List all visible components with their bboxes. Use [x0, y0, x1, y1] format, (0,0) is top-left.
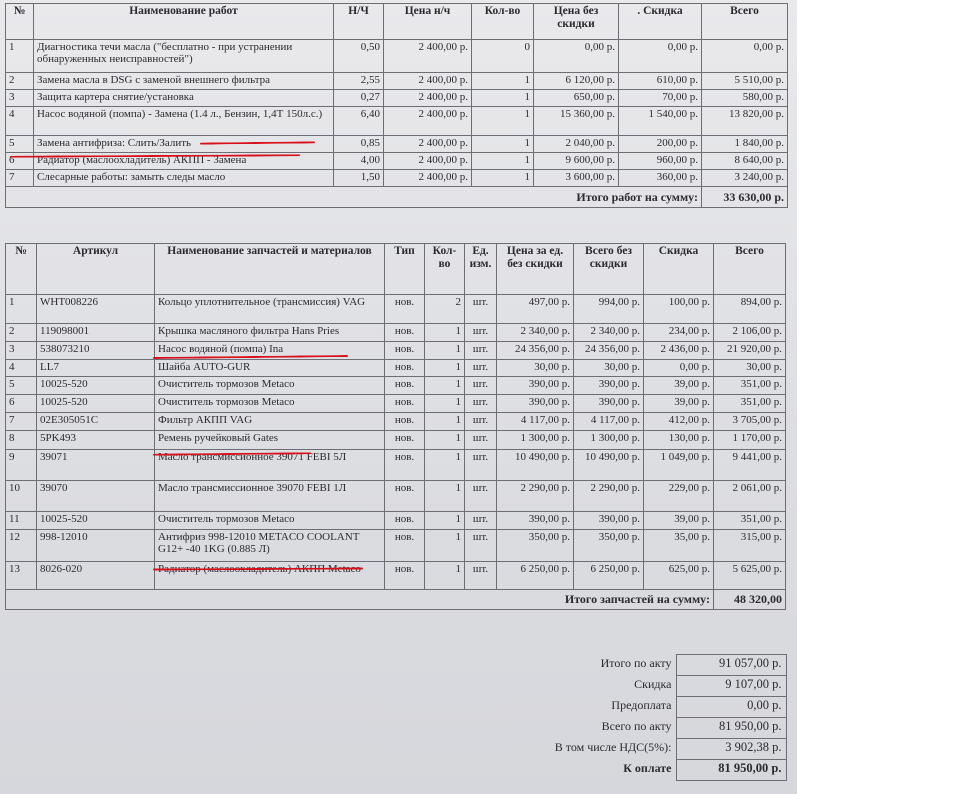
- work-discount: 0,00 р.: [619, 40, 702, 73]
- work-hours: 1,50: [334, 170, 384, 187]
- part-number: 10: [6, 481, 37, 512]
- summary-value: 3 902,38 р.: [676, 739, 786, 760]
- part-type: нов.: [385, 481, 425, 512]
- work-gross: 0,00 р.: [534, 40, 619, 73]
- summary-row: [520, 697, 786, 718]
- part-type: нов.: [385, 562, 425, 590]
- parts-col-unit: Ед. изм.: [465, 244, 497, 295]
- work-number: 1: [6, 40, 34, 73]
- part-qty: 2: [425, 295, 465, 324]
- part-article: 119098001: [37, 324, 155, 342]
- works-row: [6, 136, 788, 153]
- part-article: 39070: [37, 481, 155, 512]
- part-number: 2: [6, 324, 37, 342]
- part-unit: шт.: [465, 295, 497, 324]
- work-qty: 1: [472, 107, 534, 136]
- summary-row: [520, 676, 786, 697]
- part-gross: 1 300,00 р.: [574, 431, 644, 450]
- part-qty: 1: [425, 512, 465, 530]
- part-total: 2 061,00 р.: [714, 481, 786, 512]
- part-unit-price: 24 356,00 р.: [497, 342, 574, 360]
- works-col-total: Всего: [702, 4, 788, 40]
- parts-row: [6, 481, 786, 512]
- part-qty: 1: [425, 360, 465, 377]
- part-unit: шт.: [465, 377, 497, 395]
- part-qty: 1: [425, 530, 465, 562]
- part-total: 3 705,00 р.: [714, 413, 786, 431]
- part-unit: шт.: [465, 450, 497, 481]
- work-gross: 3 600,00 р.: [534, 170, 619, 187]
- parts-row: [6, 395, 786, 413]
- page-background: [797, 0, 960, 794]
- parts-row: [6, 377, 786, 395]
- part-gross: 994,00 р.: [574, 295, 644, 324]
- parts-total-value: 48 320,00: [714, 590, 786, 610]
- part-total: 351,00 р.: [714, 377, 786, 395]
- part-unit-price: 4 117,00 р.: [497, 413, 574, 431]
- part-article: 538073210: [37, 342, 155, 360]
- work-name: Диагностика течи масла ("бесплатно - при устранении обнаруженных неисправностей"): [34, 40, 334, 73]
- parts-header-row: [6, 244, 786, 295]
- work-hours: 0,50: [334, 40, 384, 73]
- part-name: Радиатор (маслоохладитель) АКПП Metaco: [155, 562, 385, 590]
- work-total: 1 840,00 р.: [702, 136, 788, 153]
- work-name: Замена антифриза: Слить/Залить: [34, 136, 334, 153]
- part-number: 7: [6, 413, 37, 431]
- part-number: 5: [6, 377, 37, 395]
- parts-col-unit-price: Цена за ед. без скидки: [497, 244, 574, 295]
- part-discount: 130,00 р.: [644, 431, 714, 450]
- part-type: нов.: [385, 395, 425, 413]
- work-gross: 2 040,00 р.: [534, 136, 619, 153]
- part-discount: 39,00 р.: [644, 377, 714, 395]
- work-name: Радиатор (маслоохладитель) АКПП - Замена: [34, 153, 334, 170]
- part-unit-price: 497,00 р.: [497, 295, 574, 324]
- work-hours: 2,55: [334, 73, 384, 90]
- part-total: 30,00 р.: [714, 360, 786, 377]
- part-discount: 229,00 р.: [644, 481, 714, 512]
- part-discount: 412,00 р.: [644, 413, 714, 431]
- parts-row: [6, 342, 786, 360]
- part-name: Масло трансмиссионное 39070 FEBI 1Л: [155, 481, 385, 512]
- parts-table: [5, 243, 786, 610]
- work-discount: 610,00 р.: [619, 73, 702, 90]
- part-article: WHT008226: [37, 295, 155, 324]
- part-type: нов.: [385, 413, 425, 431]
- works-total-row: [6, 187, 788, 208]
- part-unit: шт.: [465, 512, 497, 530]
- works-row: [6, 107, 788, 136]
- work-qty: 1: [472, 90, 534, 107]
- parts-col-total: Всего: [714, 244, 786, 295]
- works-col-name: Наименование работ: [34, 4, 334, 40]
- part-gross: 2 290,00 р.: [574, 481, 644, 512]
- part-unit: шт.: [465, 342, 497, 360]
- part-unit-price: 2 340,00 р.: [497, 324, 574, 342]
- part-article: 8026-020: [37, 562, 155, 590]
- work-number: 3: [6, 90, 34, 107]
- part-article: 10025-520: [37, 377, 155, 395]
- parts-col-discount: Скидка: [644, 244, 714, 295]
- part-discount: 625,00 р.: [644, 562, 714, 590]
- works-col-qty: Кол-во: [472, 4, 534, 40]
- part-number: 3: [6, 342, 37, 360]
- works-col-hours: Н/Ч: [334, 4, 384, 40]
- part-unit-price: 2 290,00 р.: [497, 481, 574, 512]
- parts-row: [6, 324, 786, 342]
- work-discount: 70,00 р.: [619, 90, 702, 107]
- work-name: Замена масла в DSG с заменой внешнего фильтра: [34, 73, 334, 90]
- part-unit-price: 390,00 р.: [497, 377, 574, 395]
- part-name: Очиститель тормозов Metaco: [155, 377, 385, 395]
- work-rate: 2 400,00 р.: [384, 153, 472, 170]
- part-unit-price: 30,00 р.: [497, 360, 574, 377]
- works-total-value: 33 630,00 р.: [702, 187, 788, 208]
- parts-total-label: Итого запчастей на сумму:: [6, 590, 714, 610]
- part-article: 02E305051C: [37, 413, 155, 431]
- part-total: 5 625,00 р.: [714, 562, 786, 590]
- summary-value: 0,00 р.: [676, 697, 786, 718]
- part-article: 10025-520: [37, 512, 155, 530]
- part-unit-price: 10 490,00 р.: [497, 450, 574, 481]
- summary-label: Предоплата: [611, 697, 672, 712]
- part-discount: 100,00 р.: [644, 295, 714, 324]
- part-gross: 350,00 р.: [574, 530, 644, 562]
- part-number: 6: [6, 395, 37, 413]
- works-row: [6, 40, 788, 73]
- part-unit: шт.: [465, 562, 497, 590]
- work-discount: 960,00 р.: [619, 153, 702, 170]
- works-col-discount: . Скидка: [619, 4, 702, 40]
- part-gross: 6 250,00 р.: [574, 562, 644, 590]
- work-total: 13 820,00 р.: [702, 107, 788, 136]
- summary-value: 81 950,00 р.: [676, 760, 786, 781]
- part-name: Очиститель тормозов Metaco: [155, 395, 385, 413]
- work-qty: 1: [472, 153, 534, 170]
- work-hours: 0,27: [334, 90, 384, 107]
- part-type: нов.: [385, 295, 425, 324]
- part-name: Фильтр АКПП VAG: [155, 413, 385, 431]
- parts-row: [6, 360, 786, 377]
- part-type: нов.: [385, 377, 425, 395]
- work-number: 5: [6, 136, 34, 153]
- parts-row: [6, 413, 786, 431]
- work-qty: 1: [472, 73, 534, 90]
- work-gross: 6 120,00 р.: [534, 73, 619, 90]
- work-qty: 1: [472, 170, 534, 187]
- part-gross: 390,00 р.: [574, 395, 644, 413]
- work-rate: 2 400,00 р.: [384, 90, 472, 107]
- part-number: 12: [6, 530, 37, 562]
- part-type: нов.: [385, 324, 425, 342]
- work-name: Слесарные работы: замыть следы масло: [34, 170, 334, 187]
- parts-col-number: №: [6, 244, 37, 295]
- part-unit: шт.: [465, 413, 497, 431]
- works-table: [5, 3, 788, 208]
- part-unit: шт.: [465, 395, 497, 413]
- summary-row: [520, 760, 786, 781]
- works-col-number: №: [6, 4, 34, 40]
- part-article: 39071: [37, 450, 155, 481]
- summary-label: Итого по акту: [600, 655, 672, 670]
- part-unit: шт.: [465, 481, 497, 512]
- part-gross: 2 340,00 р.: [574, 324, 644, 342]
- part-article: LL7: [37, 360, 155, 377]
- work-rate: 2 400,00 р.: [384, 40, 472, 73]
- work-number: 6: [6, 153, 34, 170]
- part-total: 1 170,00 р.: [714, 431, 786, 450]
- work-hours: 0,85: [334, 136, 384, 153]
- part-qty: 1: [425, 413, 465, 431]
- part-discount: 39,00 р.: [644, 512, 714, 530]
- work-gross: 9 600,00 р.: [534, 153, 619, 170]
- part-number: 8: [6, 431, 37, 450]
- summary-label: В том числе НДС(5%):: [554, 739, 672, 754]
- part-total: 9 441,00 р.: [714, 450, 786, 481]
- part-article: 10025-520: [37, 395, 155, 413]
- part-qty: 1: [425, 342, 465, 360]
- part-gross: 4 117,00 р.: [574, 413, 644, 431]
- parts-row: [6, 431, 786, 450]
- part-unit-price: 6 250,00 р.: [497, 562, 574, 590]
- part-discount: 35,00 р.: [644, 530, 714, 562]
- parts-total-row: [6, 590, 786, 610]
- part-name: Шайба AUTO-GUR: [155, 360, 385, 377]
- work-hours: 6,40: [334, 107, 384, 136]
- part-qty: 1: [425, 395, 465, 413]
- summary-row: [520, 655, 786, 676]
- work-number: 7: [6, 170, 34, 187]
- summary-label: Всего по акту: [601, 718, 672, 733]
- part-unit: шт.: [465, 324, 497, 342]
- parts-row: [6, 530, 786, 562]
- works-total-label: Итого работ на сумму:: [6, 187, 702, 208]
- part-type: нов.: [385, 450, 425, 481]
- part-total: 351,00 р.: [714, 512, 786, 530]
- part-discount: 1 049,00 р.: [644, 450, 714, 481]
- part-total: 315,00 р.: [714, 530, 786, 562]
- part-discount: 2 436,00 р.: [644, 342, 714, 360]
- works-row: [6, 170, 788, 187]
- works-header-row: [6, 4, 788, 40]
- work-rate: 2 400,00 р.: [384, 107, 472, 136]
- part-qty: 1: [425, 431, 465, 450]
- summary-value: 91 057,00 р.: [676, 655, 786, 676]
- work-rate: 2 400,00 р.: [384, 170, 472, 187]
- summary-value: 81 950,00 р.: [676, 718, 786, 739]
- part-type: нов.: [385, 360, 425, 377]
- work-total: 0,00 р.: [702, 40, 788, 73]
- work-number: 4: [6, 107, 34, 136]
- part-name: Масло трансмиссионное 39071 FEBI 5Л: [155, 450, 385, 481]
- part-total: 2 106,00 р.: [714, 324, 786, 342]
- parts-col-gross: Всего без скидки: [574, 244, 644, 295]
- work-number: 2: [6, 73, 34, 90]
- summary-table: [520, 654, 787, 781]
- work-gross: 650,00 р.: [534, 90, 619, 107]
- summary-value: 9 107,00 р.: [676, 676, 786, 697]
- work-qty: 1: [472, 136, 534, 153]
- part-type: нов.: [385, 530, 425, 562]
- work-rate: 2 400,00 р.: [384, 73, 472, 90]
- part-discount: 0,00 р.: [644, 360, 714, 377]
- parts-row: [6, 295, 786, 324]
- works-row: [6, 73, 788, 90]
- work-hours: 4,00: [334, 153, 384, 170]
- work-total: 5 510,00 р.: [702, 73, 788, 90]
- part-total: 351,00 р.: [714, 395, 786, 413]
- part-qty: 1: [425, 562, 465, 590]
- part-qty: 1: [425, 324, 465, 342]
- work-rate: 2 400,00 р.: [384, 136, 472, 153]
- part-name: Кольцо уплотнительное (трансмиссия) VAG: [155, 295, 385, 324]
- part-article: 998-12010: [37, 530, 155, 562]
- part-total: 894,00 р.: [714, 295, 786, 324]
- part-number: 13: [6, 562, 37, 590]
- part-article: 5PK493: [37, 431, 155, 450]
- part-unit: шт.: [465, 530, 497, 562]
- works-col-gross: Цена без скидки: [534, 4, 619, 40]
- parts-row: [6, 450, 786, 481]
- summary-label: Скидка: [634, 676, 672, 691]
- work-total: 3 240,00 р.: [702, 170, 788, 187]
- parts-col-name: Наименование запчастей и материалов: [155, 244, 385, 295]
- part-name: Насос водяной (помпа) Ina: [155, 342, 385, 360]
- parts-row: [6, 562, 786, 590]
- work-name: Насос водяной (помпа) - Замена (1.4 л., Бензин, 1,4Т 150л.с.): [34, 107, 334, 136]
- summary-row: [520, 718, 786, 739]
- work-total: 580,00 р.: [702, 90, 788, 107]
- parts-col-article: Артикул: [37, 244, 155, 295]
- parts-row: [6, 512, 786, 530]
- part-number: 9: [6, 450, 37, 481]
- part-gross: 390,00 р.: [574, 377, 644, 395]
- part-name: Антифриз 998-12010 METACO COOLANT G12+ -40 1KG (0.885 Л): [155, 530, 385, 562]
- part-type: нов.: [385, 342, 425, 360]
- part-qty: 1: [425, 377, 465, 395]
- part-name: Очиститель тормозов Metaco: [155, 512, 385, 530]
- part-unit: шт.: [465, 431, 497, 450]
- part-gross: 10 490,00 р.: [574, 450, 644, 481]
- part-unit-price: 1 300,00 р.: [497, 431, 574, 450]
- work-discount: 360,00 р.: [619, 170, 702, 187]
- parts-col-type: Тип: [385, 244, 425, 295]
- work-discount: 200,00 р.: [619, 136, 702, 153]
- part-unit-price: 390,00 р.: [497, 395, 574, 413]
- part-unit-price: 390,00 р.: [497, 512, 574, 530]
- works-row: [6, 90, 788, 107]
- part-name: Ремень ручейковый Gates: [155, 431, 385, 450]
- part-discount: 39,00 р.: [644, 395, 714, 413]
- work-gross: 15 360,00 р.: [534, 107, 619, 136]
- part-unit-price: 350,00 р.: [497, 530, 574, 562]
- part-unit: шт.: [465, 360, 497, 377]
- part-discount: 234,00 р.: [644, 324, 714, 342]
- part-qty: 1: [425, 481, 465, 512]
- parts-col-qty: Кол-во: [425, 244, 465, 295]
- part-number: 1: [6, 295, 37, 324]
- part-name: Крышка масляного фильтра Hans Pries: [155, 324, 385, 342]
- part-gross: 30,00 р.: [574, 360, 644, 377]
- summary-row: [520, 739, 786, 760]
- summary-label: К оплате: [623, 760, 672, 775]
- part-type: нов.: [385, 512, 425, 530]
- work-total: 8 640,00 р.: [702, 153, 788, 170]
- work-discount: 1 540,00 р.: [619, 107, 702, 136]
- part-number: 11: [6, 512, 37, 530]
- part-total: 21 920,00 р.: [714, 342, 786, 360]
- part-gross: 24 356,00 р.: [574, 342, 644, 360]
- part-gross: 390,00 р.: [574, 512, 644, 530]
- work-qty: 0: [472, 40, 534, 73]
- part-number: 4: [6, 360, 37, 377]
- work-name: Защита картера снятие/установка: [34, 90, 334, 107]
- part-qty: 1: [425, 450, 465, 481]
- works-col-rate: Цена н/ч: [384, 4, 472, 40]
- part-type: нов.: [385, 431, 425, 450]
